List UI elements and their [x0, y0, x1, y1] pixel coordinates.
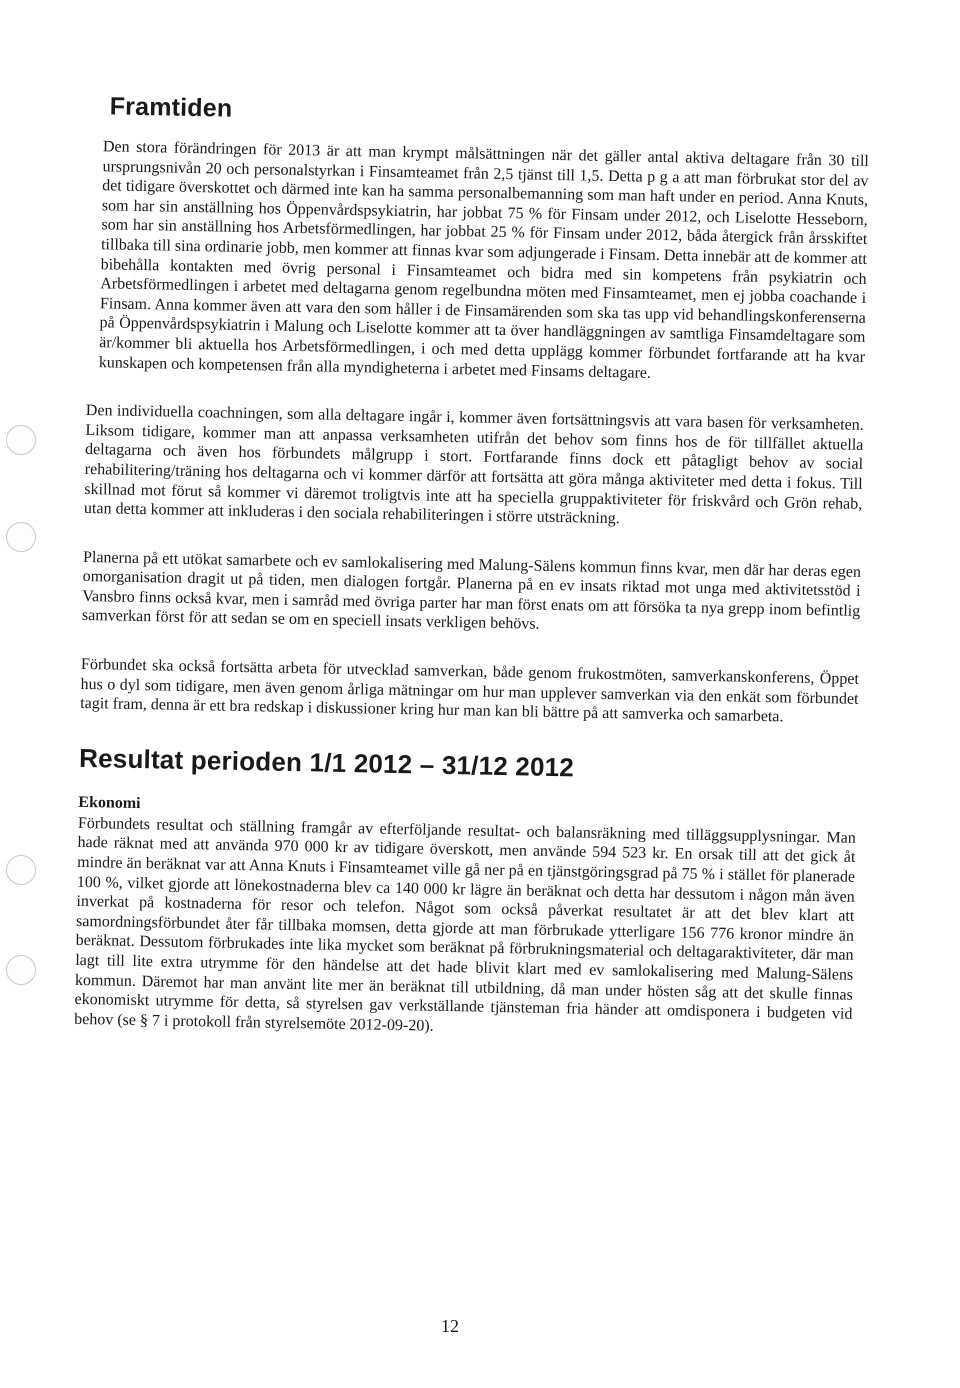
- paragraph: Den individuella coachningen, som alla deltagare ingår i, kommer även fortsättningsvis att vara basen för verksamheten. Liksom tidigare, kommer man att anpassa verksamheten utifrån det behov som finns hos de för tillfället aktuella deltagarna och även hos förbundets målgrupp i stort. Fortfarande finns dock ett påtagligt behov av social rehabilitering/träning hos deltagarna och vi kommer därför att fortsätta att göra många aktiviteter med detta i fokus. Till skillnad mot förut så kommer vi däremot troligtvis inte att ha speciella gruppaktiviteter för friskvård och Grön rehab, utan detta kommer att inkluderas i den sociala rehabiliteringen i större utsträckning.: [83, 402, 864, 528]
- section-heading-framtiden: Framtiden: [109, 92, 233, 123]
- page-content: [74, 92, 870, 1044]
- binder-hole: [6, 855, 36, 885]
- paragraph: Den stora förändringen för 2013 är att man krympt målsättningen när det gäller antal aktiva deltagare från 30 till ursprungsnivån 20 och personalstyrkan i Finsamteamet från 2,5 tjänst till 1,5. Detta p g a att man förbrukat stor del av det tidigare överskottet och därmed inte kan ha samma personalbemanning som man haft under en period. Anna Knuts, som har sin anställning hos Öppenvårdspsykiatrin, har jobbat 75 % för Finsam under 2012, och Liselotte Hesseborn, som har sin anställning hos Arbetsförmedlingen, har jobbat 25 % för Finsam under 2012, båda återgick från årsskiftet tillbaka till sina ordinarie jobb, men kommer att finnas kvar som adjungerade i Finsam. Detta innebär att de kommer att bibehålla kontakten med övrig personal i Finsamteamet och bidra med sin kompetens från psykiatrin och Arbetsförmedlingen i arbetet med deltagarna genom regelbundna möten med Finsamteamet, men ej jobba coachande i Finsam. Anna kommer även att vara den som håller i de Finsamärenden som ska tas upp vid behandlingskonferenserna på Öppenvårdspsykiatrin i Malung och Liselotte kommer att ta över handläggningen av samtliga Finsamdeltagare som är/kommer bli aktuella hos Arbetsförmedlingen, i och med detta upplägg kommer förbundet fortfarande att ha kvar kunskapen och kompetensen från alla myndigheterna i arbetet med Finsams deltagare.: [98, 138, 869, 382]
- paragraph: Förbundets resultat och ställning framgår av efterföljande resultat- och balansräkning med tilläggsupplysningar. Man hade räknat med att använda 970 000 kr av tidigare överskott, men använde 594 523 kr. En orsak till att det gick åt mindre än beräknat var att Anna Knuts i Finsamteamet ville gå ner på en tjänstgöringsgrad på 75 % i stället för planerade 100 %, vilket gjorde att lönekostnaderna blev ca 140 000 kr lägre än beräknat och detta har dessutom i någon mån även inverkat på kostnaderna för resor och telefon. Något som också påverkat resultatet är att det blev klart att samordningsförbundet åter får tillbaka momsen, detta gjorde att man förbrukade ytterligare 156 776 kronor mindre än beräknat. Dessutom förbrukades inte lika mycket som beräknat på förbrukningsmaterial och deltagaraktiviteter, där man lagt till lite extra utrymme för den händelse att det hade blivit klart med ev samlokalisering med Malung-Sälens kommun. Däremot har man använt lite mer än beräknat till utbildning, då man under hösten såg att det skulle finnas ekonomiskt utrymme för detta, så styrelsen gav verkställande tjänsteman fria händer att omdisponera i budgeten vid behov (se § 7 i protokoll från styrelsemöte 2012-09-20).: [74, 814, 856, 1035]
- binder-hole: [6, 522, 36, 552]
- paragraph: Förbundet ska också fortsätta arbeta för utvecklad samverkan, både genom frukostmöten, samverkanskonferens, Öppet hus o dyl som tidigare, men även genom årliga mätningar om hur man upplever samverkan via den enkät som förbundet tagit fram, denna är ett bra redskap i diskussioner kring hur man kan bli bättre på att samverka och samarbeta.: [80, 655, 860, 726]
- section-heading-resultat: Resultat perioden 1/1 2012 – 31/12 2012: [78, 742, 575, 783]
- page-number: 12: [441, 1316, 459, 1336]
- subheading-ekonomi: Ekonomi: [78, 793, 141, 812]
- binder-hole: [6, 425, 36, 455]
- paragraph: Planerna på ett utökat samarbete och ev samlokalisering med Malung-Sälens kommun finns kvar, men där har deras egen omorganisation dragit ut på tiden, men dialogen fortgår. Planerna på en ev insats riktad mot unga med aktivitetsstöd i Vansbro finns också kvar, men i samråd med övriga parter har man först enats om att försöka ta nya grepp inom befintlig samverkan först för att sedan se om en speciell insats verkligen behövs.: [81, 548, 862, 634]
- binder-hole: [6, 955, 36, 985]
